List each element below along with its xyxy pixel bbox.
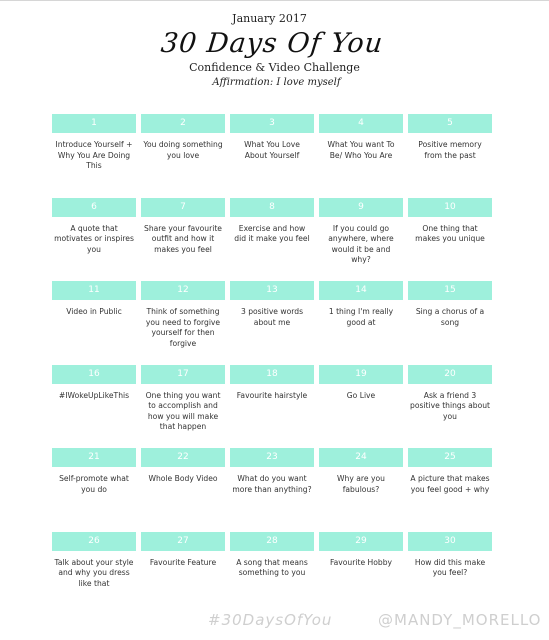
day-cell: [141, 281, 225, 360]
day-prompt: 1 thing I'm really good at: [328, 307, 394, 327]
day-cell: [141, 198, 225, 277]
day-number: 8: [230, 198, 314, 217]
day-prompt: Ask a friend 3 positive things about you: [410, 390, 491, 421]
day-number: 11: [52, 281, 136, 300]
day-prompt: One thing you want to accomplish and how you will make that happen: [145, 390, 221, 431]
day-cell: [230, 448, 314, 527]
day-cell: [52, 448, 136, 527]
day-prompt: A song that means something to you: [236, 557, 308, 577]
day-prompt: Favourite Hobby: [329, 557, 393, 567]
day-cell: [319, 114, 403, 193]
day-cell: [408, 448, 492, 527]
day-cell: [319, 198, 403, 277]
day-number: 28: [230, 532, 314, 551]
day-number: 2: [141, 114, 225, 133]
day-prompt: A quote that motivates or inspires you: [54, 223, 134, 254]
day-number: 10: [408, 198, 492, 217]
day-cell: [230, 365, 314, 444]
day-prompt: One thing that makes you unique: [415, 223, 485, 243]
day-number: 1: [52, 114, 136, 133]
day-number: 15: [408, 281, 492, 300]
day-number: 19: [319, 365, 403, 384]
day-cell: [319, 448, 403, 527]
day-cell: [408, 281, 492, 360]
day-prompt: #IWokeUpLikeThis: [58, 390, 130, 400]
day-number: 5: [408, 114, 492, 133]
page-subtitle: Confidence & Video Challenge: [189, 61, 360, 74]
day-number: 20: [408, 365, 492, 384]
day-number: 26: [52, 532, 136, 551]
day-cell: [230, 114, 314, 193]
day-cell: [319, 365, 403, 444]
day-prompt: Introduce Yourself + Why You Are Doing This: [55, 140, 133, 170]
day-prompt: Talk about your style and why you dress like that: [54, 557, 134, 588]
day-number: 30: [408, 532, 492, 551]
day-cell: [52, 198, 136, 277]
day-cell: [52, 114, 136, 193]
day-cell: [52, 532, 136, 611]
day-number: 14: [319, 281, 403, 300]
day-cell: [230, 532, 314, 611]
day-cell: [141, 448, 225, 527]
day-number: 24: [319, 448, 403, 467]
day-prompt: A picture that makes you feel good + why: [410, 474, 490, 494]
handle-watermark: @MANDY_MORELLO: [378, 611, 542, 629]
day-number: 23: [230, 448, 314, 467]
day-cell: [408, 365, 492, 444]
day-prompt: Whole Body Video: [148, 474, 218, 483]
page-border: [0, 0, 549, 1]
day-cell: [52, 365, 136, 444]
day-number: 18: [230, 365, 314, 384]
affirmation-text: Affirmation: I love myself: [212, 77, 341, 88]
day-prompt: Share your favourite outfit and how it makes you feel: [144, 223, 222, 254]
day-number: 21: [52, 448, 136, 467]
day-number: 3: [230, 114, 314, 133]
day-number: 17: [141, 365, 225, 384]
day-prompt: What You Love About Yourself: [244, 140, 300, 160]
day-cell: [141, 365, 225, 444]
day-number: 29: [319, 532, 403, 551]
day-prompt: How did this make you feel?: [414, 557, 486, 577]
challenge-grid: [52, 114, 492, 611]
day-cell: [408, 114, 492, 193]
day-number: 6: [52, 198, 136, 217]
day-prompt: You doing something you love: [143, 140, 223, 160]
day-prompt: Exercise and how did it make you feel: [234, 223, 310, 243]
day-prompt: Go Live: [346, 390, 376, 400]
day-cell: [319, 281, 403, 360]
day-prompt: Positive memory from the past: [418, 140, 482, 160]
day-cell: [141, 114, 225, 193]
day-number: 9: [319, 198, 403, 217]
day-prompt: 3 positive words about me: [240, 307, 304, 327]
day-number: 13: [230, 281, 314, 300]
day-number: 12: [141, 281, 225, 300]
day-cell: [319, 532, 403, 611]
day-number: 4: [319, 114, 403, 133]
day-prompt: Favourite Feature: [149, 557, 217, 567]
day-prompt: Sing a chorus of a song: [415, 307, 485, 327]
day-number: 16: [52, 365, 136, 384]
day-prompt: What do you want more than anything?: [232, 474, 312, 494]
day-cell: [141, 532, 225, 611]
day-number: 25: [408, 448, 492, 467]
day-prompt: If you could go anywhere, where would it be and why?: [328, 223, 394, 264]
day-prompt: Why are you fabulous?: [337, 474, 385, 494]
page-header: [0, 12, 549, 88]
day-cell: [230, 198, 314, 277]
month-label: January 2017: [232, 12, 307, 25]
hashtag-watermark: #30DaysOfYou: [208, 611, 333, 629]
day-cell: [230, 281, 314, 360]
day-prompt: Favourite hairstyle: [236, 390, 308, 400]
day-cell: [52, 281, 136, 360]
day-cell: [408, 532, 492, 611]
day-prompt: Self-promote what you do: [59, 474, 129, 494]
day-number: 7: [141, 198, 225, 217]
day-number: 22: [141, 448, 225, 467]
day-number: 27: [141, 532, 225, 551]
day-cell: [408, 198, 492, 277]
day-prompt: Think of something you need to forgive yourself for then forgive: [145, 307, 221, 348]
day-prompt: Video in Public: [66, 307, 122, 316]
page-title: 30 Days Of You: [159, 28, 386, 59]
day-prompt: What You want To Be/ Who You Are: [327, 140, 395, 160]
